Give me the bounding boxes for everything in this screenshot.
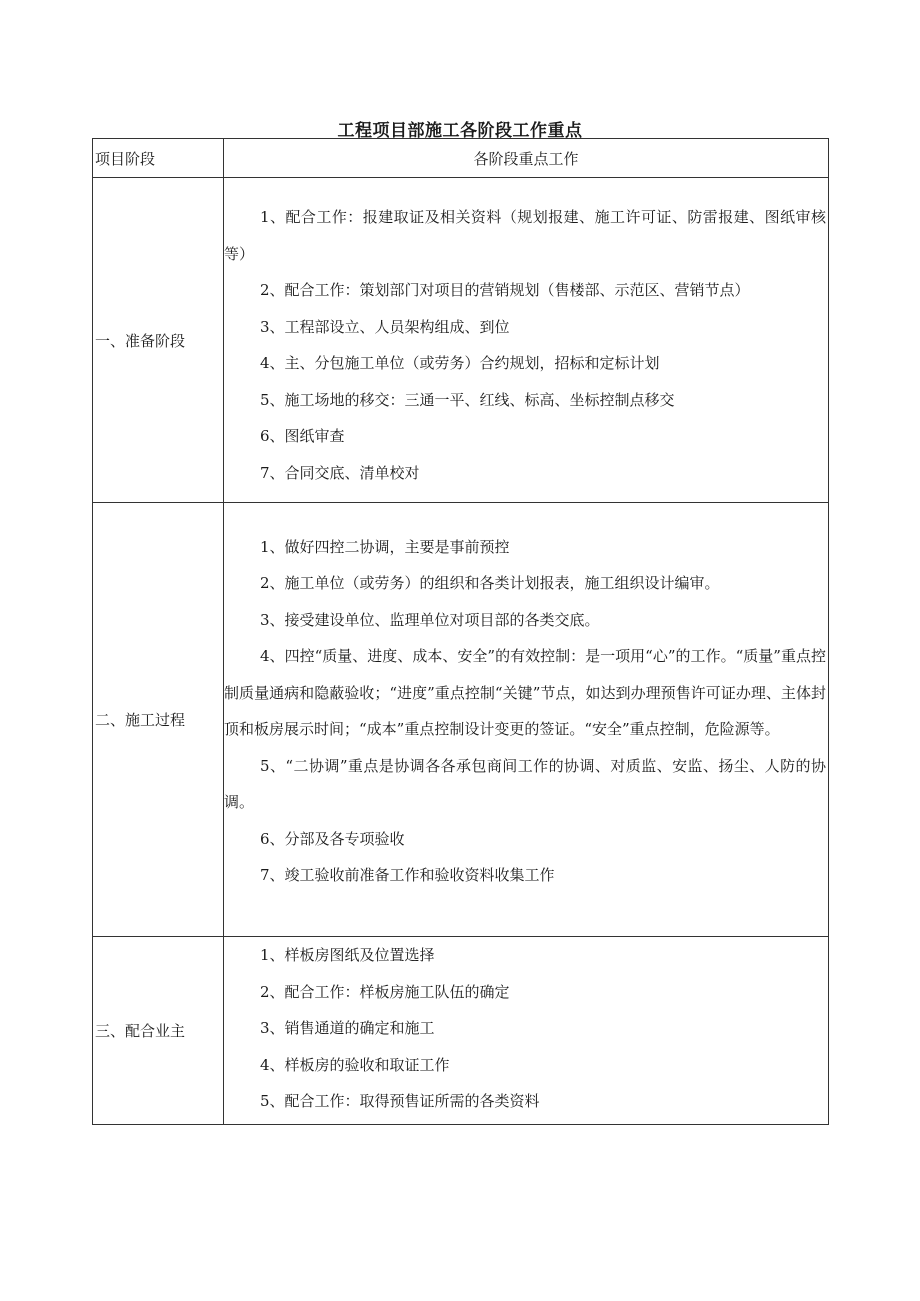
work-item: 6、分部及各专项验收: [260, 829, 405, 848]
work-item: 4、样板房的验收和取证工作: [260, 1055, 450, 1074]
header-stage: 项目阶段: [93, 139, 224, 178]
work-item: 3、工程部设立、人员架构组成、到位: [260, 317, 510, 336]
table-row: [93, 937, 829, 1125]
work-item: 2、配合工作：策划部门对项目的营销规划（售楼部、示范区、营销节点）: [260, 281, 750, 299]
work-item: 5、施工场地的移交：三通一平、红线、标高、坐标控制点移交: [260, 390, 675, 409]
table-row: [93, 178, 829, 503]
header-work: 各阶段重点工作: [224, 139, 829, 178]
work-table: [92, 138, 829, 1125]
work-item: 5、配合工作：取得预售证所需的各类资料: [260, 1092, 540, 1110]
page-title: 工程项目部施工各阶段工作重点: [337, 121, 583, 141]
work-item: 1、做好四控二协调，主要是事前预控: [260, 537, 510, 556]
table-row: [93, 503, 829, 937]
work-item: 3、接受建设单位、监理单位对项目部的各类交底。: [260, 610, 600, 629]
work-item: 1、配合工作：报建取证及相关资料（规划报建、施工许可证、防雷报建、图纸审核等）: [224, 208, 826, 263]
table-header-row: [93, 139, 829, 178]
work-item: 7、竣工验收前准备工作和验收资料收集工作: [260, 866, 555, 884]
stage-cell: 二、施工过程: [93, 503, 224, 937]
work-item: 2、施工单位（或劳务）的组织和各类计划报表，施工组织设计编审。: [260, 574, 720, 592]
work-item: 5、“二协调”重点是协调各各承包商间工作的协调、对质监、安监、扬尘、人防的协调。: [224, 756, 826, 811]
work-item: 3、销售通道的确定和施工: [260, 1019, 435, 1037]
work-cell: [224, 937, 829, 1125]
work-item: 4、主、分包施工单位（或劳务）合约规划，招标和定标计划: [260, 354, 660, 372]
work-item: 1、样板房图纸及位置选择: [260, 946, 435, 964]
stage-cell: 一、准备阶段: [93, 178, 224, 503]
work-item: 4、四控“质量、进度、成本、安全”的有效控制：是一项用“心”的工作。“质量”重点控制质量通病和隐蔽验收；“进度”重点控制“关键”节点，如达到办理预售许可证办理、主体封顶和板房展示时间；“成本”重点控制设计变更的签证。“安全”重点控制，危险源等。: [224, 647, 826, 738]
work-cell: [224, 503, 829, 937]
work-item: 6、图纸审查: [260, 427, 345, 445]
work-cell: [224, 178, 829, 503]
stage-cell: 三、配合业主: [93, 937, 224, 1125]
work-item: 7、合同交底、清单校对: [260, 463, 420, 482]
work-item: 2、配合工作：样板房施工队伍的确定: [260, 982, 510, 1001]
